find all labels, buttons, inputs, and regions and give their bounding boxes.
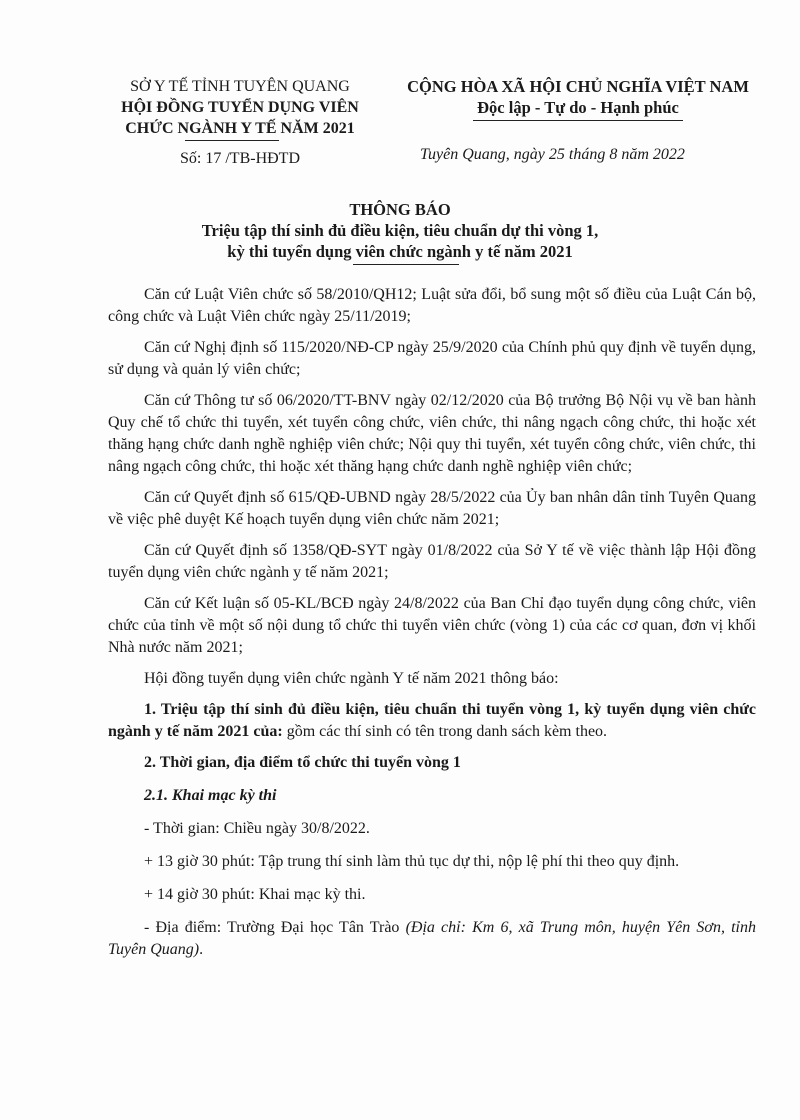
announcement-intro: Hội đồng tuyển dụng viên chức ngành Y tế năm 2021 thông báo: [144, 670, 559, 687]
legal-basis-4: Căn cứ Quyết định số 615/QĐ-UBND ngày 28/5/2022 của Ủy ban nhân dân tỉnh Tuyên Quang về việc phê duyệt Kế hoạch tuyển dụng viên chức năm 2021; [108, 489, 756, 528]
legal-basis-5: Căn cứ Quyết định số 1358/QĐ-SYT ngày 01/8/2022 của Sở Y tế về việc thành lập Hội đồng tuyển dụng viên chức ngành y tế năm 2021; [108, 542, 756, 581]
location-name: - Địa điểm: Trường Đại học Tân Trào [144, 919, 406, 936]
document-number: Số: 17 /TB-HĐTD [180, 150, 300, 167]
notice-body [108, 284, 756, 970]
notice-title-block [100, 199, 700, 265]
exam-location [108, 917, 756, 961]
notice-heading: THÔNG BÁO [349, 200, 451, 219]
header-left-underline [185, 140, 279, 141]
notice-subtitle-line1: Triệu tập thí sinh đủ điều kiện, tiêu chuẩn dự thi vòng 1, [201, 221, 599, 240]
legal-basis-6: Căn cứ Kết luận số 05-KL/BCĐ ngày 24/8/2022 của Ban Chỉ đạo tuyển dụng công chức, viên chức của tỉnh về một số nội dung tổ chức thi tuyển viên chức (vòng 1) của các cơ quan, đơn vị khối Nhà nước năm 2021; [108, 595, 756, 656]
location-address: (Địa chỉ: Km 6, xã Trung môn, huyện Yên Sơn, tỉnh Tuyên Quang) [108, 919, 757, 958]
motto-underline [473, 120, 683, 121]
item-2-1-heading: 2.1. Khai mạc kỳ thi [144, 787, 277, 804]
title-underline [353, 264, 459, 265]
schedule-item-2: + 14 giờ 30 phút: Khai mạc kỳ thi. [144, 886, 366, 903]
national-header [398, 76, 758, 121]
notice-subtitle-line2: kỳ thi tuyển dụng viên chức ngành y tế năm 2021 [227, 242, 573, 261]
item-1 [108, 699, 756, 743]
republic-name: CỘNG HÒA XÃ HỘI CHỦ NGHĨA VIỆT NAM [407, 77, 749, 96]
item-1-text: gồm các thí sinh có tên trong danh sách kèm theo. [282, 723, 608, 740]
agency-name: SỞ Y TẾ TỈNH TUYÊN QUANG [130, 78, 350, 95]
place-date: Tuyên Quang, ngày 25 tháng 8 năm 2022 [420, 146, 685, 163]
location-end: . [199, 941, 204, 958]
council-name-line2: CHỨC NGÀNH Y TẾ NĂM 2021 [125, 120, 355, 137]
item-1-heading: 1. Triệu tập thí sinh đủ điều kiện, tiêu chuẩn thi tuyển vòng 1, kỳ tuyển dụng viên chức ngành y tế năm 2021 của: [108, 701, 756, 740]
legal-basis-1: Căn cứ Luật Viên chức số 58/2010/QH12; Luật sửa đổi, bổ sung một số điều của Luật Cán bộ, công chức và Luật Viên chức ngày 25/11/2019; [108, 286, 756, 325]
national-motto: Độc lập - Tự do - Hạnh phúc [477, 98, 679, 117]
schedule-item-1: + 13 giờ 30 phút: Tập trung thí sinh làm thủ tục dự thi, nộp lệ phí thi theo quy định. [144, 853, 680, 870]
item-2-heading: 2. Thời gian, địa điểm tổ chức thi tuyển vòng 1 [144, 754, 461, 771]
council-name-line1: HỘI ĐỒNG TUYỂN DỤNG VIÊN [121, 99, 359, 116]
legal-basis-2: Căn cứ Nghị định số 115/2020/NĐ-CP ngày 25/9/2020 của Chính phủ quy định về tuyển dụng, sử dụng và quản lý viên chức; [108, 339, 756, 378]
issuing-agency-header [100, 76, 380, 169]
exam-time: - Thời gian: Chiều ngày 30/8/2022. [144, 820, 370, 837]
legal-basis-3: Căn cứ Thông tư số 06/2020/TT-BNV ngày 02/12/2020 của Bộ trưởng Bộ Nội vụ về ban hành Quy chế tổ chức thi tuyển, xét tuyển công chức, viên chức, thi nâng ngạch công chức, thi hoặc xét thăng hạng chức danh nghề nghiệp viên chức; Nội quy thi tuyển, xét tuyển công chức, viên chức, thi nâng ngạch công chức, thi hoặc xét thăng hạng chức danh nghề nghiệp viên chức; [108, 392, 756, 475]
